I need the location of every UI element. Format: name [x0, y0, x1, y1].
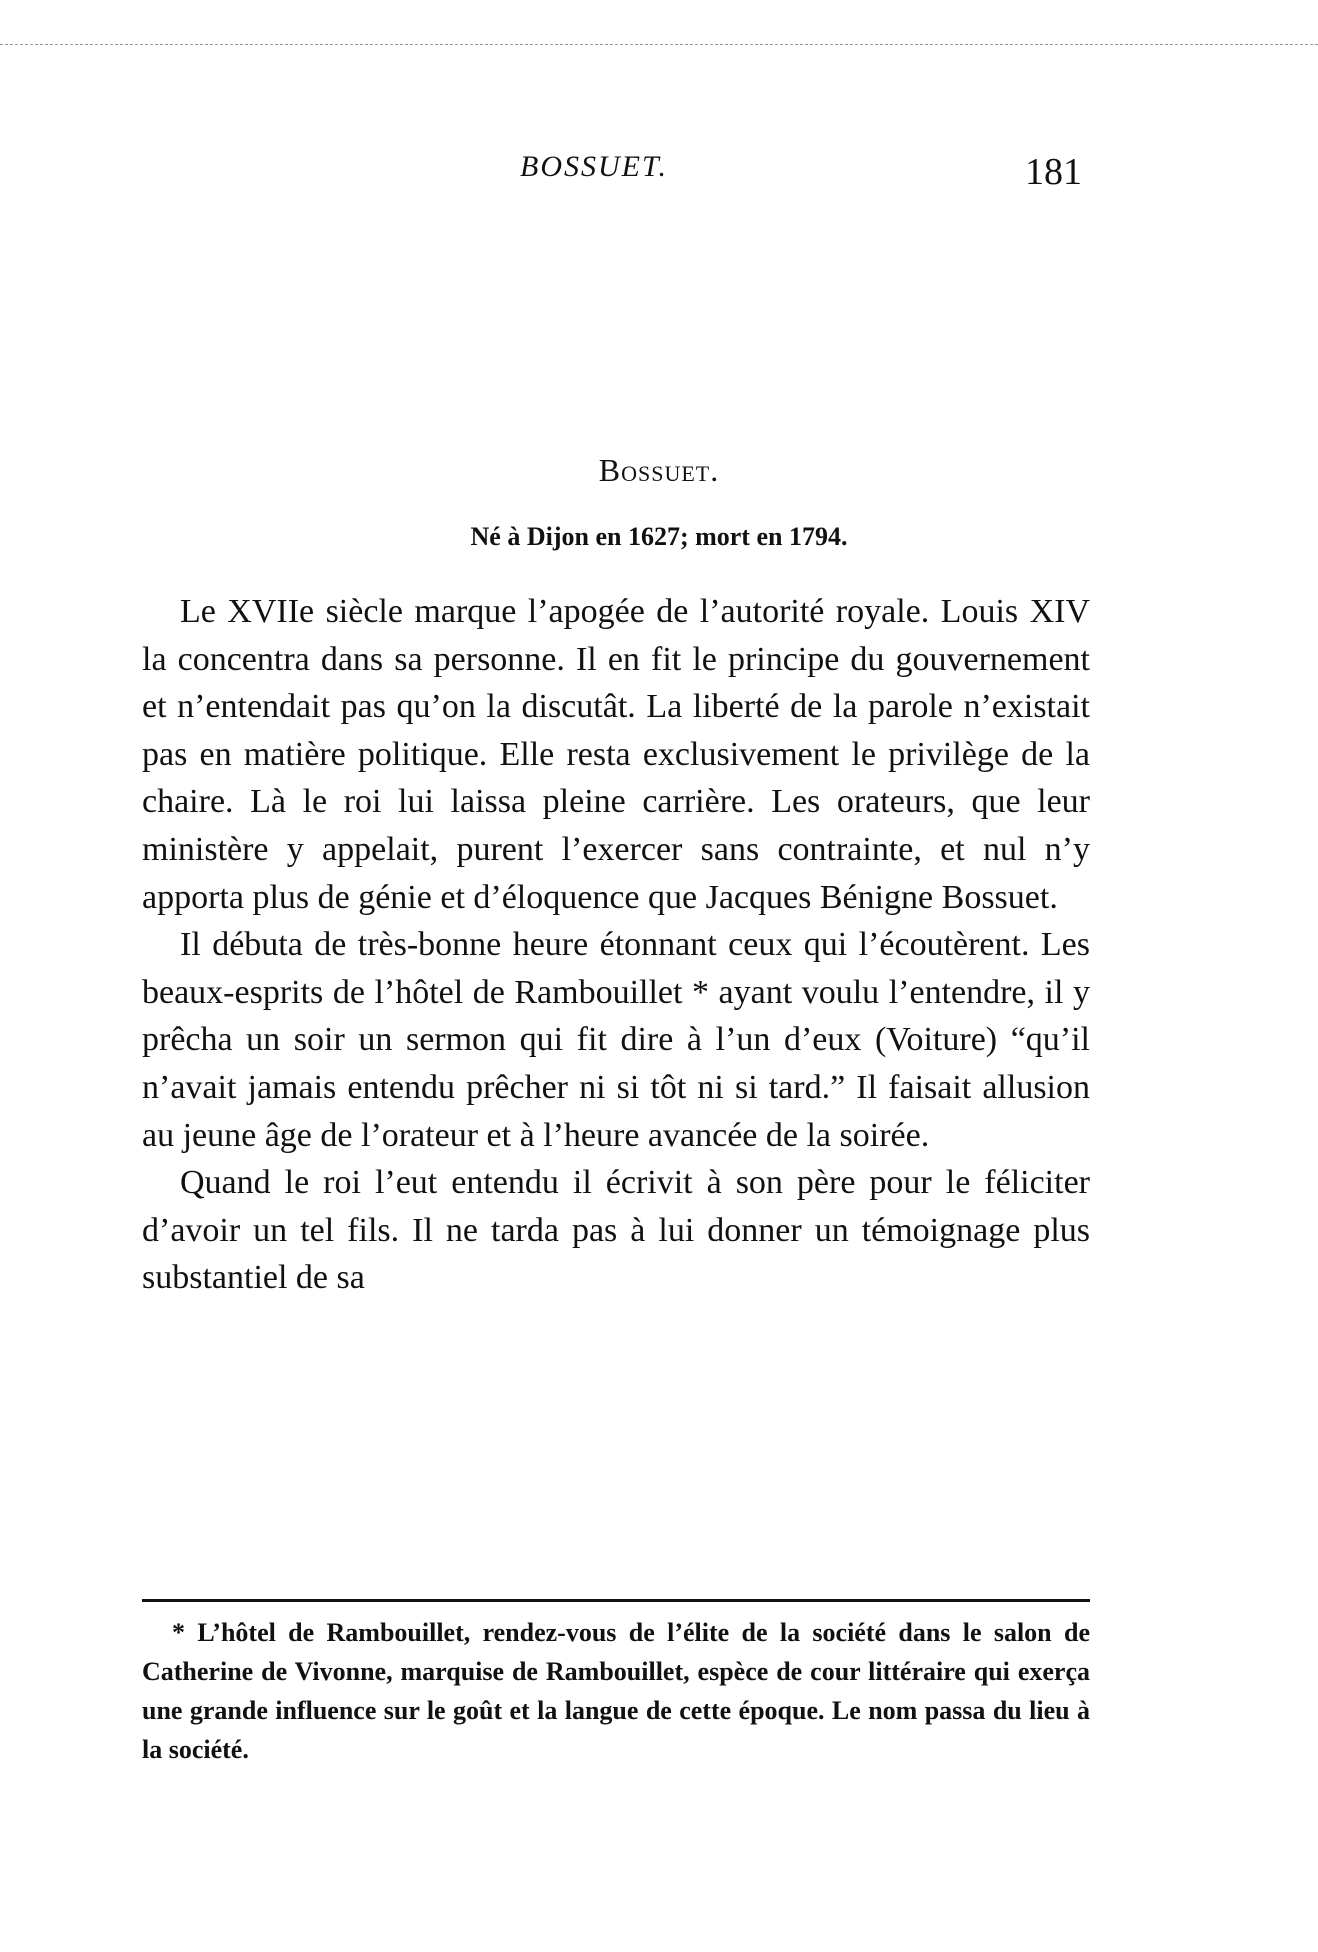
running-head: BOSSUET. [520, 150, 668, 183]
footnote: * L’hôtel de Rambouillet, rendez-vous de l’élite de la société dans le salon de Catherine de Vivonne, marquise de Rambouillet, espèce de cour littéraire qui exerça une grande influence sur le goût et la langue de cette époque. Le nom passa du lieu à la société. [142, 1618, 1090, 1764]
footnote-rule [142, 1599, 1090, 1602]
top-border-rule [0, 44, 1318, 45]
paragraph-1: Le XVIIe siècle marque l’apogée de l’autorité royale. Louis XIV la concentra dans sa personne. Il en fit le principe du gouvernement et n’entendait pas qu’on la discutât. La liberté de la parole n’existait pas en matière politique. Elle resta exclusivement le privilège de la chaire. Là le roi lui laissa pleine carrière. Les orateurs, que leur ministère y appelait, purent l’exercer sans contrainte, et nul n’y apporta plus de génie et d’éloquence que Jacques Bénigne Bossuet. [142, 593, 1090, 916]
paragraph-3: Quand le roi l’eut entendu il écrivit à son père pour le féliciter d’avoir un tel fils. Il ne tarda pas à lui donner un témoignage plus substantiel de sa [142, 1164, 1090, 1297]
chapter-title: Bossuet. [598, 452, 720, 488]
body-text [142, 588, 1090, 1302]
paragraph-2: Il débuta de très-bonne heure étonnant ceux qui l’écoutèrent. Les beaux-esprits de l’hôtel de Rambouillet * ayant voulu l’entendre, il y prêcha un soir un sermon qui fit dire à l’un d’eux (Voiture) “qu’il n’avait jamais entendu prêcher ni si tôt ni si tard.” Il faisait allusion au jeune âge de l’orateur et à l’heure avancée de la soirée. [142, 926, 1090, 1154]
chapter-subtitle: Né à Dijon en 1627; mort en 1794. [470, 522, 848, 551]
page-number: 181 [1025, 151, 1082, 193]
